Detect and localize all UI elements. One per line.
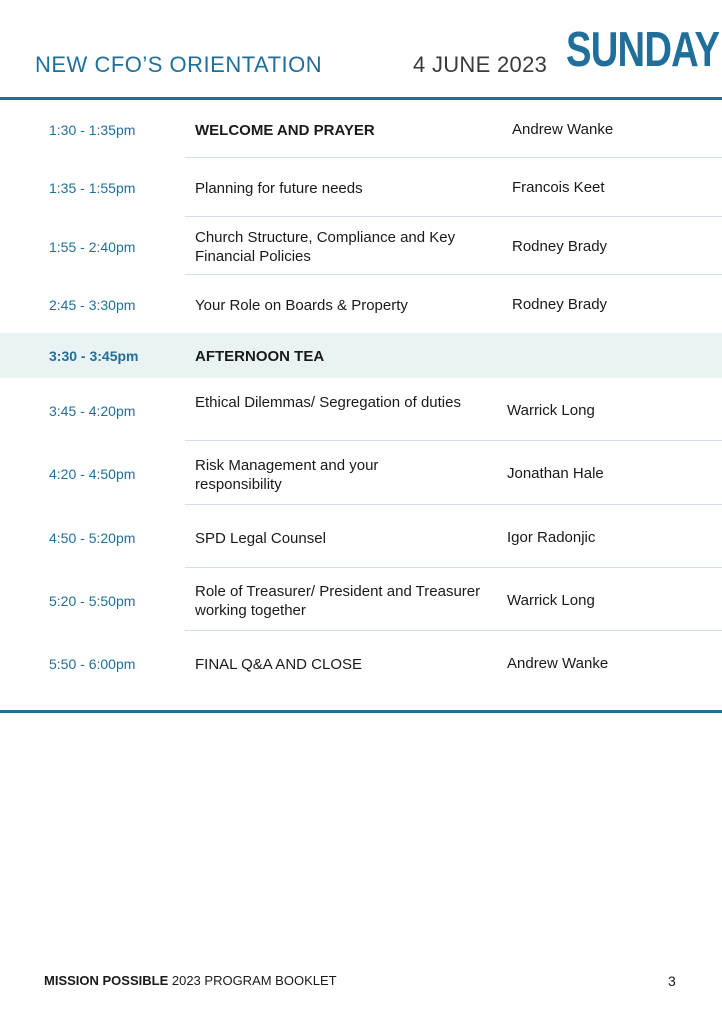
session-time: 4:20 - 4:50pm — [49, 466, 136, 482]
page-number: 3 — [668, 973, 676, 989]
session-title: Planning for future needs — [195, 180, 363, 197]
schedule-row — [0, 505, 722, 568]
session-speaker: Warrick Long — [507, 592, 595, 609]
schedule-row — [0, 275, 722, 333]
schedule-row — [0, 441, 722, 505]
schedule-row-break — [0, 333, 722, 378]
session-speaker: Andrew Wanke — [507, 655, 609, 672]
session-title: Role of Treasurer/ President and Treasurer working together — [195, 583, 481, 619]
event-date: 4 JUNE 2023 — [413, 52, 548, 77]
session-speaker: Igor Radonjic — [507, 529, 596, 546]
page-header — [0, 0, 722, 101]
schedule-row — [0, 158, 722, 217]
session-time: 3:45 - 4:20pm — [49, 403, 136, 419]
schedule-bottom-rule — [0, 710, 722, 713]
session-time: 1:30 - 1:35pm — [49, 122, 136, 138]
schedule-row — [0, 101, 722, 158]
footer-brand: MISSION POSSIBLE — [44, 973, 169, 988]
page-title: NEW CFO’S ORIENTATION — [35, 52, 323, 77]
session-title: Your Role on Boards & Property — [195, 297, 408, 314]
schedule-row — [0, 568, 722, 631]
footer-booklet-title — [44, 973, 337, 988]
session-time: 4:50 - 5:20pm — [49, 530, 136, 546]
session-speaker: Rodney Brady — [512, 238, 608, 255]
session-time: 1:55 - 2:40pm — [49, 239, 136, 255]
session-title: SPD Legal Counsel — [195, 530, 326, 547]
session-speaker: Jonathan Hale — [507, 465, 604, 482]
schedule-row — [0, 378, 722, 441]
session-speaker: Andrew Wanke — [512, 121, 614, 138]
event-day: SUNDAY — [566, 23, 720, 77]
schedule-row — [0, 217, 722, 275]
schedule-row — [0, 631, 722, 709]
session-title: AFTERNOON TEA — [195, 348, 325, 365]
session-time: 2:45 - 3:30pm — [49, 297, 136, 313]
session-time: 5:20 - 5:50pm — [49, 593, 136, 609]
header-rule — [0, 97, 722, 100]
session-title: Risk Management and your responsibility — [195, 457, 379, 493]
session-time: 3:30 - 3:45pm — [49, 348, 139, 364]
session-title: WELCOME AND PRAYER — [195, 122, 375, 139]
session-title: FINAL Q&A AND CLOSE — [195, 656, 362, 673]
session-title: Ethical Dilemmas/ Segregation of duties — [195, 394, 461, 411]
session-title: Church Structure, Compliance and Key Financial Policies — [195, 229, 456, 265]
footer-subtitle: 2023 PROGRAM BOOKLET — [168, 973, 337, 988]
session-speaker: Francois Keet — [512, 179, 605, 196]
session-speaker: Warrick Long — [507, 402, 595, 419]
session-time: 1:35 - 1:55pm — [49, 180, 136, 196]
session-time: 5:50 - 6:00pm — [49, 656, 136, 672]
session-speaker: Rodney Brady — [512, 296, 608, 313]
